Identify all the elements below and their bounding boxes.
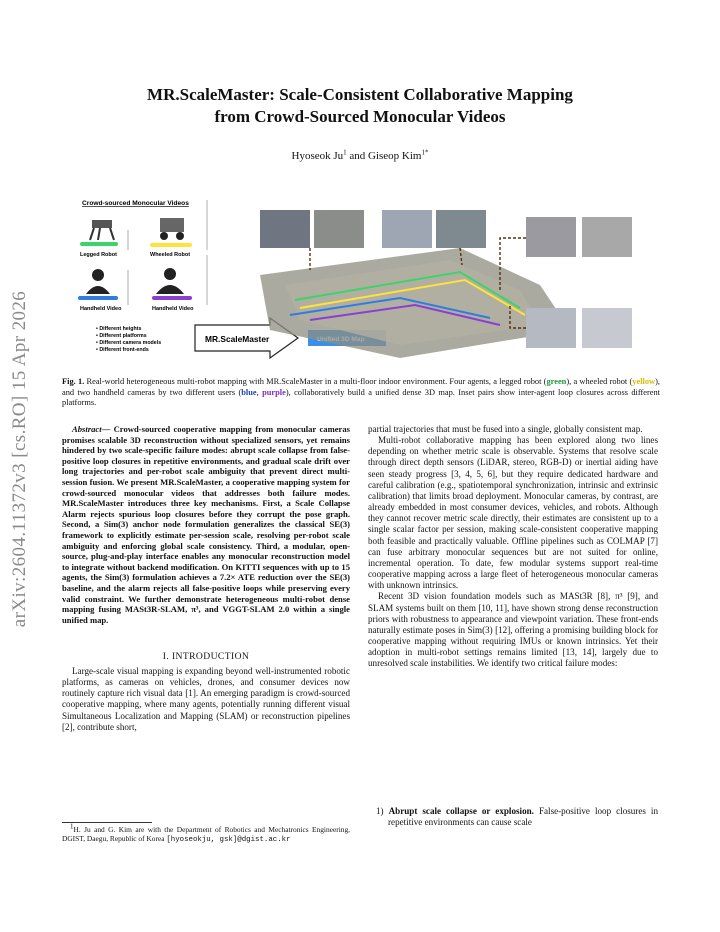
- title-line-2: from Crowd-Sourced Monocular Videos: [214, 107, 506, 126]
- handheld-1-label: Handheld Video: [80, 306, 122, 312]
- bullet-2: • Different platforms: [96, 333, 147, 339]
- footnote-email: [hyoseokju, gsk]@dgist.ac.kr: [166, 836, 291, 845]
- figure-1-graphic: [70, 190, 660, 373]
- figure-1: [70, 190, 660, 373]
- caption-text-1: Real-world heterogeneous multi-robot mapping with MR.ScaleMaster in a multi-floor indoor environment. Four agents, a legged robot (: [84, 377, 547, 386]
- legged-robot-label: Legged Robot: [80, 252, 117, 258]
- footnote-mark: 1: [70, 822, 74, 831]
- intro-paragraph-1: [62, 666, 350, 733]
- failure-mode-list: [368, 806, 658, 828]
- right-paragraph-0: partial trajectories that must be fused into a single, globally consistent map.: [368, 424, 643, 434]
- bullet-1: • Different heights: [96, 326, 142, 332]
- footnote-text: H. Ju and G. Kim are with the Department of Robotics and Mechatronics Engineering, DGIST, Daegu, Republic of Korea: [62, 825, 350, 844]
- right-column: [368, 424, 658, 669]
- caption-green: green: [546, 377, 567, 386]
- handheld-2-label: Handheld Video: [152, 306, 194, 312]
- wheeled-robot-icon: [160, 218, 184, 240]
- figure-caption: [62, 377, 660, 409]
- wheeled-robot-color-bar: [150, 243, 192, 247]
- handheld-2-color-bar: [152, 296, 192, 300]
- caption-blue: blue: [241, 387, 257, 397]
- intro-text: Large-scale visual mapping is expanding beyond well-instrumented robotic platforms, as cameras on vehicles, drones, and consumer devices now routinely capture rich visual data [1]. An emerging paradigm is crowd-sourced cooperative mapping, where many agents, potentially running different visual Simultaneous Localization and Mapping (SLAM) or reconstruction pipelines [2], contribute short,: [62, 666, 350, 732]
- caption-purple: purple: [262, 387, 286, 397]
- caption-text-4: ,: [256, 387, 263, 397]
- point-cloud-map: [260, 248, 570, 358]
- difference-bullets: [96, 326, 161, 353]
- caption-text-2: ), a wheeled robot (: [566, 377, 633, 386]
- failure-mode-item-1: [368, 806, 658, 828]
- right-paragraph-1: Multi-robot collaborative mapping has been explored along two lines depending on whether metric scale is observable. Systems that resolve scale through direct depth sensors (LiDAR, stereo, RGB-D) or inertial aiding have seen steady progress [3, 4, 5, 6], but they require dedicated hardware and careful calibration (e.g., spatiotemporal synchronization, intrinsic and extrinsic calibration) that limits broad deployment. Monocular cameras, by contrast, are already embedded in most consumer devices, vehicles, and robots. Although they cannot recover metric scale directly, their estimates are consistent up to a single scalar factor per session, making scale-consistent cooperative mapping both feasible and practically valuable. Offline pipelines such as COLMAP [7] can fuse arbitrary monocular sequences but are not suited for online, incremental operation. To date, few modular systems support real-time cooperative mapping across a large fleet of heterogeneous monocular cameras with unknown intrinsics.: [368, 435, 658, 591]
- right-paragraph-2: Recent 3D vision foundation models such as MASt3R [8], π³ [9], and SLAM systems built on them [10, 11], have shown strong dense reconstruction priors with robustness to appearance and viewpoint variation. These front-ends naturally estimate poses in Sim(3) [12], offering a promising building block for cooperative mapping without requiring IMUs or known intrinsics. Yet their adoption in multi-robot settings remains limited [13, 14], largely due to unresolved scale instabilities. We identify two critical failure modes:: [368, 591, 658, 669]
- wheeled-robot-label: Wheeled Robot: [150, 252, 191, 258]
- system-name-label: MR.ScaleMaster: [205, 334, 270, 344]
- abstract-text: — Crowd-sourced cooperative mapping from monocular cameras promises scalable 3D reconstruction without specialized sensors, yet remains hindered by two scale-specific failure modes: abrupt scale collapse from false-positive loop closures in repetitive environments, and gradual scale drift over long trajectories and per-robot scale ambiguity that prevent direct multi-session fusion. We present MR.ScaleMaster, a cooperative mapping system for crowd-sourced monocular videos that addresses both failure modes. MR.ScaleMaster introduces three key mechanisms. First, a Scale Collapse Alarm rejects spurious loop closures before they corrupt the pose graph. Second, a Sim(3) anchor node formulation generalizes the classical SE(3) framework to explicitly estimate per-session scale, resolving per-robot scale ambiguity and enforcing global scale consistency. Third, a modular, open-source, plug-and-play interface enables any monocular reconstruction model to integrate without backend modification. On KITTI sequences with up to 15 agents, the Sim(3) formulation achieves a 7.2× ATE reduction over the SE(3) baseline, and the alarm rejects all false-positive loops while preserving every valid constraint. We further demonstrate heterogeneous multi-robot dense mapping fusing MASt3R-SLAM, π³, and VGGT-SLAM 2.0 within a single unified map.: [62, 424, 350, 625]
- legged-robot-icon: [90, 220, 114, 240]
- paper-title: [100, 84, 620, 128]
- footnote: [62, 822, 350, 845]
- caption-text-3: ), and two handheld cameras by two different users (: [62, 377, 660, 397]
- abstract: [62, 424, 350, 625]
- author-name-2: and Giseop Kim: [346, 150, 422, 162]
- handheld-user-2-icon: [156, 268, 184, 294]
- list-item-text: False-positive loop closures in repetitive environments can cause scale: [388, 806, 658, 828]
- affiliation-mark-1: 1: [343, 148, 347, 157]
- caption-label: Fig. 1.: [62, 377, 85, 386]
- handheld-1-color-bar: [78, 296, 118, 300]
- list-number: 1): [376, 806, 384, 816]
- caption-text-5: ), collaboratively build a unified dense 3D map. Inset pairs show inter-agent loop closures across different platforms.: [62, 387, 661, 407]
- arxiv-identifier: arXiv:2604.11372v3 [cs.RO] 15 Apr 2026: [9, 290, 30, 628]
- bullet-4: • Different front-ends: [96, 347, 149, 353]
- handheld-user-1-icon: [86, 269, 110, 294]
- author-name-1: Hyoseok Ju: [291, 150, 344, 162]
- section-heading-introduction: I. INTRODUCTION: [162, 651, 250, 662]
- title-line-1: MR.ScaleMaster: Scale-Consistent Collaborative Mapping: [147, 85, 573, 104]
- author-list: [160, 150, 560, 162]
- legged-robot-color-bar: [80, 242, 118, 246]
- figure-heading: Crowd-sourced Monocular Videos: [82, 200, 189, 207]
- bullet-3: • Different camera models: [96, 340, 162, 346]
- footnote-rule: [62, 822, 152, 823]
- list-item-title: Abrupt scale collapse or explosion.: [388, 806, 534, 816]
- affiliation-mark-2: 1*: [421, 148, 429, 157]
- abstract-label: Abstract: [72, 424, 102, 434]
- caption-yellow: yellow: [632, 377, 656, 386]
